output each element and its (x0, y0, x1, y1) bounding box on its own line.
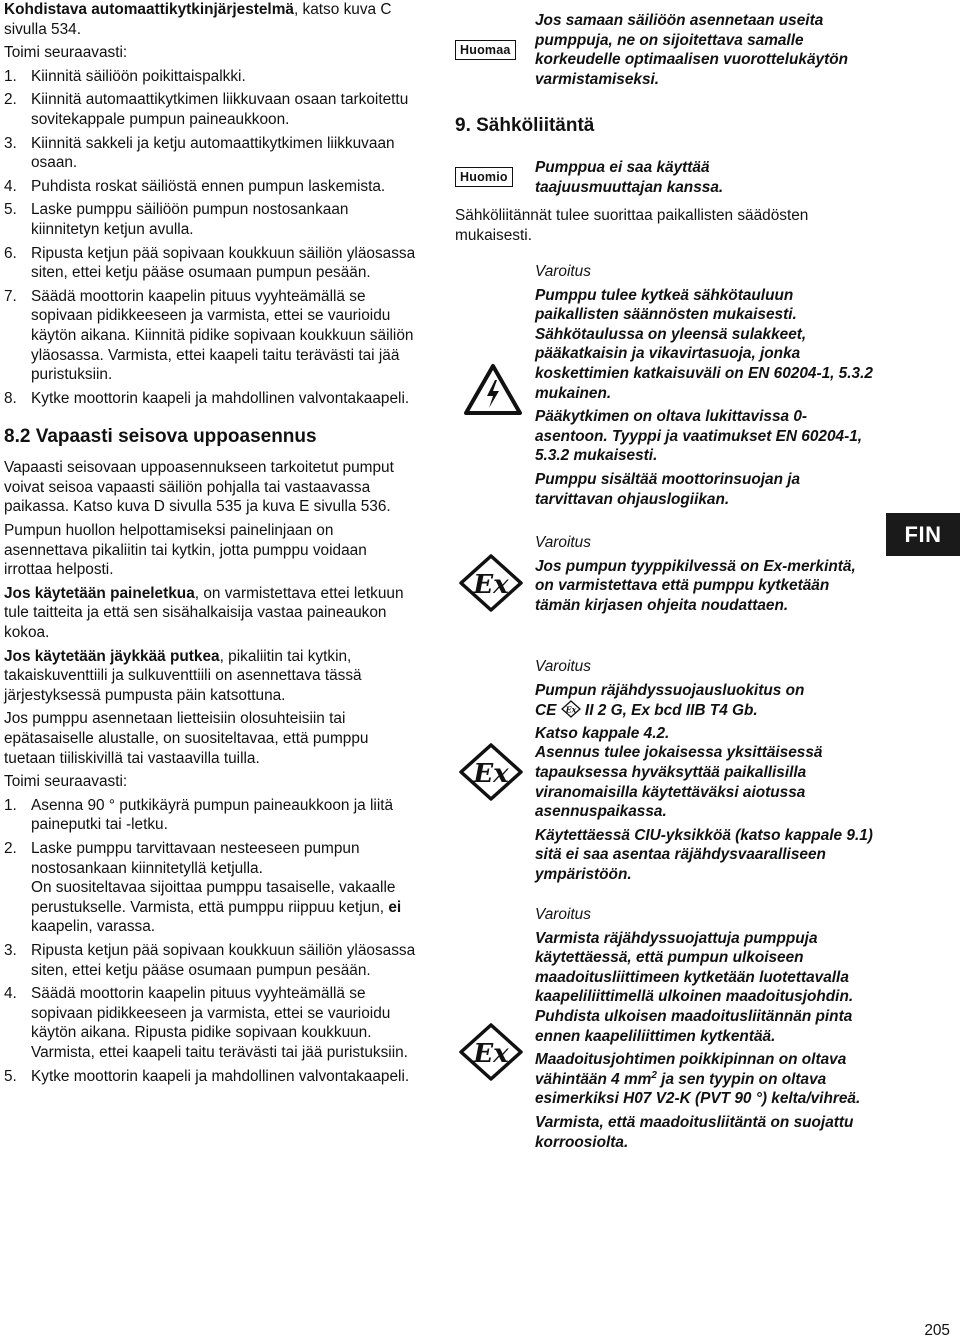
ex-explosion-protection-icon (458, 1022, 524, 1082)
warning-text: Pumpun räjähdyssuojausluokitus on (535, 681, 805, 699)
warning-text: Varmista räjähdyssuojattuja pumppuja käytettäessä, että pumpun ulkoiseen maadoitusliittimeen kytketään luotettavalla kaapeliliittimellä ulkoinen maadoitusjohdin. Puhdista ulkoisen maadoitusliitännän pinta ennen kaapeliliittimen kytkentää. (535, 929, 854, 1045)
warning-text: Käytettäessä CIU-yksikköä (katso kappale 9.1) sitä ei saa asentaa räjähdysvaaralliseen ympäristöön. (535, 826, 873, 883)
paragraph: Vapaasti seisovaan uppoasennukseen tarkoitetut pumput voivat seisoa vapaasti säiliön pohjalla tai vastaavassa paikassa. Katso kuva D sivulla 535 ja kuva E sivulla 536. (4, 459, 394, 516)
paragraph: Pumpun huollon helpottamiseksi painelinjaan on asennettava pikaliitin tai kytkin, jotta pumppu voidaan irrottaa helposti. (4, 522, 367, 579)
steps-list-1 (4, 67, 416, 409)
list-item: 5. Laske pumppu säiliöön pumpun nostosankaan kiinnitetyn ketjun avulla. (4, 201, 349, 238)
list-item: 3. Kiinnitä sakkeli ja ketju automaattikytkimen liikkuvaan osaan. (4, 134, 395, 172)
warning-block-4 (535, 905, 875, 1156)
warning-text: Varmista, että maadoitusliitäntä on suojattu korroosiolta. (535, 1113, 854, 1151)
note-text-2: Pumppua ei saa käyttää taajuusmuuttajan kanssa. (535, 159, 724, 196)
left-column (4, 0, 416, 1090)
list-item: 2. Laske pumppu tarvittavaan nesteeseen pumpun nostosankaan kiinnitetyllä ketjulla. On suositeltavaa sijoittaa pumppu tasaiselle, vakaalle perustukselle. Varmista, että pumppu riippuu ketjun, ei kaapelin, varassa. (4, 839, 402, 936)
section-title-8-2: 8.2 Vapaasti seisova uppoasennus (4, 426, 317, 448)
paragraph: Jos käytetään paineletkua, on varmistettava ettei letkuun tule taitteita ja että sen sisähalkaisija vastaa paineaukon kokoa. (4, 584, 404, 642)
paragraph: Jos käytetään jäykkää putkea, pikaliitin tai kytkin, takaiskuventtiili ja sulkuventtiili on asennettava tässä järjestyksessä pumpusta päin katsottuna. (4, 647, 362, 704)
warning-label: Varoitus (535, 906, 591, 923)
warning-block-2 (535, 533, 875, 619)
warning-block-3 (535, 657, 875, 889)
svg-text:Ex: Ex (473, 570, 509, 600)
svg-text:Ex: Ex (565, 704, 577, 715)
ex-explosion-protection-icon (458, 742, 524, 802)
list-item: 5. Kytke moottorin kaapeli ja mahdollinen valvontakaapeli. (4, 1067, 410, 1085)
section-9-intro: Sähköliitännät tulee suorittaa paikallisten säädösten mukaisesti. (455, 207, 809, 244)
list-item: 7. Säädä moottorin kaapelin pituus vyyhteämällä se sopivaan pidikkeeseen ja varmista, ettei se vaurioidu käytön aikana. Kiinnitä pidike sopivaan koukkuun säiliön yläosassa. Varmista, ettei kaapeli taitu terävästi tai jää puristuksiin. (4, 287, 414, 384)
list-item: 1. Asenna 90 ° putkikäyrä pumpun paineaukkoon ja liitä paineputki tai -letku. (4, 796, 394, 834)
intro-bold: Kohdistava automaattikytkinjärjestelmä (4, 1, 294, 18)
note-text-1: Jos samaan säiliöön asennetaan useita pumppuja, ne on sijoitettava samalle korkeudelle optimaalisen vuorottelukäytön varmistamiseksi. (535, 12, 849, 88)
warning-text: Jos pumpun tyyppikilvessä on Ex-merkintä, on varmistettava että pumppu kytketään tämän kirjasen ohjeita noudattaen. (535, 557, 856, 614)
steps-list-2 (4, 796, 416, 1086)
page-number: 205 (924, 1322, 950, 1339)
warning-text: Asennus tulee jokaisessa yksittäisessä tapauksessa hyväksyttää paikallisilla viranomaisilla käytettäväksi aiotussa asennuspaikassa. (535, 744, 823, 821)
intro-rest: , katso kuva C sivulla 534. (4, 1, 392, 38)
warning-text: Pääkytkimen on oltava lukittavissa 0-asentoon. Tyyppi ja vaatimukset EN 60204-1, 5.3.2 mukaisesti. (535, 408, 863, 465)
warning-text: Maadoitusjohtimen poikkipinnan on oltava vähintään 4 $mm^2$ ja sen tyypin on oltava esimerkiksi H07 V2-K (PVT 90 °) kelta/vihreä. (535, 1051, 861, 1108)
warning-block-1 (535, 262, 875, 513)
list-item: 2. Kiinnitä automaattikytkimen liikkuvaan osaan tarkoitettu sovitekappale pumpun paineaukkoon. (4, 91, 409, 128)
ex-small-icon (561, 700, 581, 724)
warning-label: Varoitus (535, 263, 591, 280)
list-item: 6. Ripusta ketjun pää sopivaan koukkuun säiliön yläosassa siten, ettei ketju pääse osumaan pumpun pesään. (4, 244, 416, 282)
warning-label: Varoitus (535, 658, 591, 675)
list-item: 3. Ripusta ketjun pää sopivaan koukkuun säiliön yläosassa siten, ettei ketju pääse osumaan pumpun pesään. (4, 941, 416, 979)
procedure-label-1: Toimi seuraavasti: (4, 44, 128, 62)
list-item: 4. Säädä moottorin kaapelin pituus vyyhteämällä se sopivaan pidikkeeseen ja varmista, ettei se vaurioidu käytön aikana. Ripusta pidike sopivaan koukkuun. Varmista, ettei kaapeli taitu terävästi tai jää puristuksiin. (4, 985, 408, 1061)
electrical-hazard-warning-icon (462, 362, 524, 418)
svg-text:Ex: Ex (473, 1039, 509, 1069)
note-label-huomio: Huomio (455, 167, 513, 187)
note-label-huomaa: Huomaa (455, 40, 516, 60)
warning-text: Pumppu sisältää moottorinsuojan ja tarvittavan ohjauslogiikan. (535, 470, 801, 508)
warning-text: CE Ex II 2 G, Ex bcd IIB T4 Gb. (535, 700, 875, 724)
warning-label: Varoitus (535, 534, 591, 551)
svg-text:Ex: Ex (473, 759, 509, 789)
section-title-9: 9. Sähköliitäntä (455, 115, 595, 136)
warning-text: Katso kappale 4.2. (535, 724, 670, 742)
list-item: 8. Kytke moottorin kaapeli ja mahdollinen valvontakaapeli. (4, 389, 410, 407)
list-item: 4. Puhdista roskat säiliöstä ennen pumpun laskemista. (4, 177, 386, 195)
intro-paragraph (4, 0, 416, 39)
list-item: 1. Kiinnitä säiliöön poikittaispalkki. (4, 67, 246, 85)
paragraph: Jos pumppu asennetaan lietteisiin olosuhteisiin tai epätasaiselle alustalle, on suositeltavaa, että pumppu tuetaan tiiliskivillä tai vastaavilla tuilla. (4, 710, 369, 767)
ex-explosion-protection-icon (458, 553, 524, 613)
language-tab: FIN (886, 513, 960, 556)
procedure-label-2: Toimi seuraavasti: (4, 773, 128, 791)
warning-text: Pumppu tulee kytkeä sähkötauluun paikallisten säännösten mukaisesti. Sähkötaulussa on yleensä sulakkeet, pääkatkaisin ja vikavirtasuoja, jonka koskettimien katkaisuväli on EN 60204-1, 5.3.2 mukainen. (535, 286, 873, 402)
